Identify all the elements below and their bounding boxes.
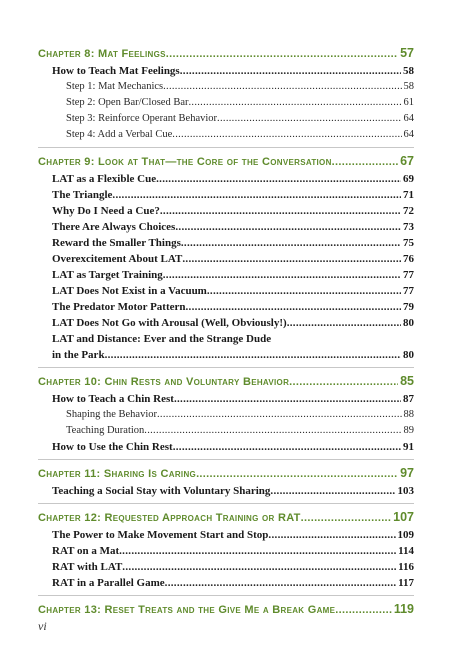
entry-title: Reward the Smaller Things bbox=[52, 237, 181, 249]
dot-leader bbox=[287, 315, 401, 331]
toc-entry bbox=[38, 235, 414, 251]
toc-subentry bbox=[38, 111, 414, 127]
dot-leader bbox=[105, 347, 401, 363]
entry-page: 80 bbox=[403, 317, 414, 329]
chapter-page: 119 bbox=[393, 602, 414, 616]
chapter-title: Chapter 13: Reset Treats and the Give Me a Break Game bbox=[38, 604, 336, 616]
chapter-page: 57 bbox=[400, 46, 414, 60]
toc-entry bbox=[38, 251, 414, 267]
entry-page: 61 bbox=[403, 97, 414, 108]
toc-subentry bbox=[38, 95, 414, 111]
toc-entry bbox=[38, 203, 414, 219]
dot-leader bbox=[157, 407, 402, 423]
dot-leader bbox=[301, 509, 391, 527]
dot-leader bbox=[182, 251, 401, 267]
toc-entry bbox=[38, 283, 414, 299]
entry-title: Step 3: Reinforce Operant Behavior bbox=[66, 113, 218, 124]
dot-leader bbox=[268, 527, 395, 543]
dot-leader bbox=[335, 601, 392, 619]
entry-page: 58 bbox=[403, 81, 414, 92]
dot-leader bbox=[112, 187, 401, 203]
entry-page: 91 bbox=[403, 441, 414, 453]
toc-subentry bbox=[38, 407, 414, 423]
page-number: vi bbox=[38, 619, 47, 633]
entry-title: Overexcitement About LAT bbox=[52, 253, 183, 265]
toc-subentry bbox=[38, 127, 414, 143]
toc-entry bbox=[38, 315, 414, 331]
chapter-heading bbox=[38, 152, 414, 171]
chapter-page: 85 bbox=[400, 374, 414, 388]
dot-leader bbox=[144, 423, 401, 439]
dot-leader bbox=[217, 111, 401, 127]
entry-title: Step 1: Mat Mechanics bbox=[66, 81, 164, 92]
chapter-title: Chapter 12: Requested Approach Training or RAT bbox=[38, 512, 301, 524]
toc-entry bbox=[38, 267, 414, 283]
dot-leader bbox=[289, 373, 398, 391]
toc-chapter-13 bbox=[38, 596, 414, 623]
entry-page: 87 bbox=[403, 393, 414, 405]
dot-leader bbox=[173, 439, 401, 455]
dot-leader bbox=[270, 483, 395, 499]
chapter-heading bbox=[38, 464, 414, 483]
chapter-heading bbox=[38, 44, 414, 63]
entry-title: The Power to Make Movement Start and Stop bbox=[52, 529, 269, 541]
entry-title: Teaching a Social Stay with Voluntary Sharing bbox=[52, 485, 271, 497]
entry-page: 114 bbox=[398, 545, 414, 557]
toc-entry bbox=[38, 347, 414, 363]
entry-title: How to Teach Mat Feelings bbox=[52, 65, 180, 77]
toc-chapter-11 bbox=[38, 460, 414, 504]
dot-leader bbox=[174, 391, 401, 407]
toc-entry bbox=[38, 439, 414, 455]
entry-page: 64 bbox=[403, 129, 414, 140]
toc-entry bbox=[38, 575, 414, 591]
toc-entry bbox=[38, 391, 414, 407]
entry-page: 72 bbox=[403, 205, 414, 217]
entry-title: LAT as Target Training bbox=[52, 269, 163, 281]
entry-page: 79 bbox=[403, 301, 414, 313]
entry-page: 88 bbox=[403, 409, 414, 420]
chapter-page: 67 bbox=[400, 154, 414, 168]
entry-title: The Predator Motor Pattern bbox=[52, 301, 186, 313]
toc-entry bbox=[38, 63, 414, 79]
chapter-page: 97 bbox=[400, 466, 414, 480]
toc-subentry bbox=[38, 79, 414, 95]
entry-page: 73 bbox=[403, 221, 414, 233]
toc-entry bbox=[38, 187, 414, 203]
dot-leader bbox=[156, 171, 401, 187]
entry-page: 89 bbox=[403, 425, 414, 436]
entry-page: 75 bbox=[403, 237, 414, 249]
toc-chapter-10 bbox=[38, 368, 414, 460]
entry-title-line2: in the Park bbox=[52, 349, 105, 361]
entry-page: 71 bbox=[403, 189, 414, 201]
toc-entry bbox=[38, 559, 414, 575]
toc-chapter-12 bbox=[38, 504, 414, 596]
dot-leader bbox=[186, 299, 402, 315]
entry-title: Step 4: Add a Verbal Cue bbox=[66, 129, 173, 140]
toc-subentry bbox=[38, 423, 414, 439]
dot-leader bbox=[207, 283, 401, 299]
dot-leader bbox=[180, 63, 401, 79]
dot-leader bbox=[166, 45, 398, 63]
chapter-title: Chapter 10: Chin Rests and Voluntary Behavior bbox=[38, 376, 290, 388]
chapter-title: Chapter 11: Sharing Is Caring bbox=[38, 468, 197, 480]
entry-title: RAT on a Mat bbox=[52, 545, 120, 557]
entry-title: How to Use the Chin Rest bbox=[52, 441, 173, 453]
dot-leader bbox=[163, 267, 401, 283]
entry-title: RAT with LAT bbox=[52, 561, 123, 573]
entry-page: 69 bbox=[403, 173, 414, 185]
entry-title-line1: LAT and Distance: Ever and the Strange Dude bbox=[52, 333, 272, 345]
dot-leader bbox=[188, 95, 401, 111]
entry-page: 58 bbox=[403, 65, 414, 77]
entry-title: LAT Does Not Go with Arousal (Well, Obviously!) bbox=[52, 317, 287, 329]
toc-entry bbox=[38, 299, 414, 315]
dot-leader bbox=[119, 543, 396, 559]
toc-chapter-8 bbox=[38, 40, 414, 148]
entry-page: 76 bbox=[403, 253, 414, 265]
toc-entry bbox=[38, 527, 414, 543]
entry-title: Teaching Duration bbox=[66, 425, 145, 436]
dot-leader bbox=[196, 465, 398, 483]
chapter-title: Chapter 9: Look at That—the Core of the Conversation bbox=[38, 156, 332, 168]
entry-title: There Are Always Choices bbox=[52, 221, 176, 233]
entry-title: How to Teach a Chin Rest bbox=[52, 393, 174, 405]
chapter-page: 107 bbox=[393, 510, 414, 524]
dot-leader bbox=[172, 127, 401, 143]
toc-entry bbox=[38, 219, 414, 235]
entry-title: Step 2: Open Bar/Closed Bar bbox=[66, 97, 189, 108]
dot-leader bbox=[163, 79, 401, 95]
dot-leader bbox=[332, 153, 398, 171]
table-of-contents bbox=[38, 40, 414, 623]
chapter-title: Chapter 8: Mat Feelings bbox=[38, 48, 166, 60]
entry-page: 64 bbox=[403, 113, 414, 124]
entry-title: LAT Does Not Exist in a Vacuum bbox=[52, 285, 207, 297]
entry-page: 116 bbox=[398, 561, 414, 573]
entry-page: 77 bbox=[403, 269, 414, 281]
toc-entry bbox=[38, 171, 414, 187]
toc-chapter-9 bbox=[38, 148, 414, 368]
chapter-heading bbox=[38, 600, 414, 619]
dot-leader bbox=[122, 559, 396, 575]
toc-entry bbox=[38, 483, 414, 499]
dot-leader bbox=[160, 203, 401, 219]
toc-entry bbox=[38, 543, 414, 559]
entry-title: Why Do I Need a Cue? bbox=[52, 205, 160, 217]
entry-title: LAT as a Flexible Cue bbox=[52, 173, 157, 185]
entry-page: 103 bbox=[397, 485, 414, 497]
entry-page: 80 bbox=[403, 349, 414, 361]
entry-title: RAT in a Parallel Game bbox=[52, 577, 165, 589]
chapter-heading bbox=[38, 508, 414, 527]
dot-leader bbox=[175, 219, 401, 235]
entry-page: 77 bbox=[403, 285, 414, 297]
dot-leader bbox=[165, 575, 396, 591]
entry-title: Shaping the Behavior bbox=[66, 409, 157, 420]
chapter-heading bbox=[38, 372, 414, 391]
entry-page: 109 bbox=[397, 529, 414, 541]
entry-page: 117 bbox=[398, 577, 414, 589]
entry-title: The Triangle bbox=[52, 189, 113, 201]
dot-leader bbox=[181, 235, 401, 251]
